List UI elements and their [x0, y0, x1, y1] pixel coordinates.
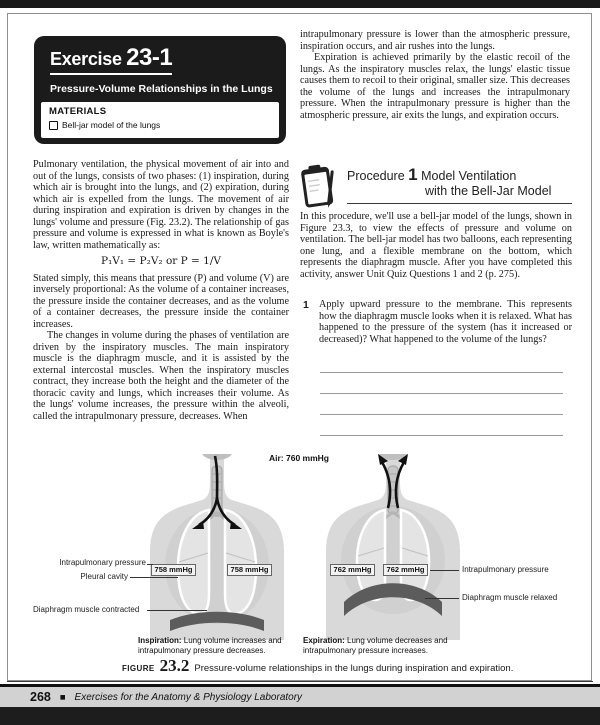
procedure-heading-rule	[347, 203, 572, 204]
leader-line	[430, 570, 459, 571]
footer-book-title: Exercises for the Anatomy & Physiology Laboratory	[74, 691, 303, 703]
pressure-value-box: 758 mmHg	[227, 564, 272, 576]
air-pressure-label: Air: 760 mmHg	[269, 453, 329, 463]
footer-bullet-icon: ■	[59, 693, 66, 701]
exercise-label: Exercise	[50, 49, 122, 69]
expiration-torso-illustration	[318, 450, 468, 640]
pressure-value-box: 762 mmHg	[383, 564, 428, 576]
body-paragraph: intrapulmonary pressure is lower than the atmospheric pressure, inspiration occurs, and air rushes into the lungs.	[300, 29, 570, 52]
exercise-title	[50, 44, 172, 75]
body-paragraph: The changes in volume during the phases of ventilation are driven by the inspiratory muscles. The main inspiratory muscle is the diaphragm muscle, and it is assisted by the external intercostal muscles. When the inspiratory muscles contract, they increase both the height and the diameter of the thoracic cavity and lungs, which increases their volume. As the lungs' volume increases, the pressure within the alveoli, called the intrapulmonary pressure, decreases. When	[33, 330, 289, 422]
answer-line	[320, 372, 563, 373]
procedure-title-line1: Model Ventilation	[421, 169, 517, 183]
answer-line	[320, 414, 563, 415]
page-number: 268	[30, 690, 51, 704]
label-diaphragm-relaxed: Diaphragm muscle relaxed	[462, 593, 558, 602]
exercise-header-box	[34, 36, 286, 144]
step-number: 1	[303, 299, 309, 311]
exercise-subtitle: Pressure-Volume Relationships in the Lungs	[50, 83, 273, 95]
caption-text: Lung volume decreases and intrapulmonary pressure increases.	[303, 636, 448, 655]
answer-line	[320, 393, 563, 394]
label-intrapulmonary-pressure: Intrapulmonary pressure	[59, 558, 146, 567]
procedure-number: 1	[408, 165, 418, 184]
clipboard-pencil-icon	[296, 161, 340, 216]
exercise-number: 23-1	[126, 44, 173, 71]
materials-box	[41, 102, 279, 138]
body-paragraph: Pulmonary ventilation, the physical movement of air into and out of the lungs, consists of two phases: (1) inspiration, during which air is brought into the lungs, and (2) expiration, during which air is expelled from the lungs. The movement of air during inspiration and expiration is driven by changes in the lungs' volume and pressure (Fig. 23.2). The relationship of gas pressure and volume is expressed in what is known as Boyle's law, written mathematically as:	[33, 159, 289, 251]
pressure-value-box: 762 mmHg	[330, 564, 375, 576]
figure-caption	[122, 656, 513, 676]
step-text: Apply upward pressure to the membrane. This represents how the diaphragm muscle looks when it is relaxed. What has happened to the pressure of the system (has it increased or decreased)? What happened to the volume of the lungs?	[319, 299, 572, 345]
caption-lead: Expiration:	[303, 636, 345, 645]
procedure-heading	[347, 167, 573, 199]
label-pleural-cavity: Pleural cavity	[80, 572, 128, 581]
leader-line	[130, 577, 178, 578]
left-text-column	[33, 159, 289, 422]
page-bottom-edge-bar	[0, 707, 600, 725]
leader-line	[425, 598, 459, 599]
inspiration-torso-illustration	[142, 450, 292, 640]
materials-list-item	[49, 120, 271, 130]
materials-heading: MATERIALS	[49, 106, 107, 117]
materials-item-label: Bell-jar model of the lungs	[62, 120, 161, 130]
figure-caption-label: FIGURE	[122, 664, 155, 673]
caption-lead: Inspiration:	[138, 636, 182, 645]
right-text-column	[300, 29, 570, 121]
figure-caption-number: 23.2	[159, 656, 190, 675]
procedure-heading-line1	[347, 167, 573, 184]
footer-rule-thin	[7, 681, 593, 682]
procedure-title-line2: with the Bell-Jar Model	[425, 184, 552, 198]
leader-line	[147, 564, 153, 565]
procedure-intro-paragraph: In this procedure, we'll use a bell-jar model of the lungs, shown in Figure 23.3, to view the effects of pressure and volume on ventilation. The bell-jar model has two balloons, each representing one lung, and a flexible membrane on the bottom, which represents the diaphragm muscle. After you have completed this activity, answer Unit Quiz Questions 1 and 2 (p. 275).	[300, 211, 572, 280]
answer-line	[320, 435, 563, 436]
expiration-caption	[303, 636, 458, 656]
caption-text: Lung volume increases and intrapulmonary pressure decreases.	[138, 636, 282, 655]
boyles-law-equation: P₁V₁ = P₂V₂ or P = 1/V	[101, 255, 221, 267]
inspiration-caption	[138, 636, 293, 656]
checkbox-icon	[49, 121, 58, 130]
procedure-label: Procedure	[347, 169, 405, 183]
page-top-edge-bar	[0, 0, 600, 8]
footer-band	[0, 687, 600, 707]
label-intrapulmonary-pressure: Intrapulmonary pressure	[462, 565, 549, 574]
leader-line	[147, 610, 207, 611]
procedure-step-1	[303, 299, 572, 345]
body-paragraph: Stated simply, this means that pressure (P) and volume (V) are inversely proportional: As the volume of a container increases, the pressure inside the container decreases, and as the volume of a container decreases, the pressure inside the container increases.	[33, 272, 289, 330]
body-paragraph: Expiration is achieved primarily by the elastic recoil of the lungs. As the inspiratory muscles relax, the lungs' elastic tissue causes them to recoil to their original, smaller size. This decreases the volume of the lungs and increases the intrapulmonary pressure. When the intrapulmonary pressure is higher than the atmospheric pressure, air exits the lungs, and expiration occurs.	[300, 52, 570, 121]
figure-caption-text: Pressure-volume relationships in the lungs during inspiration and expiration.	[194, 663, 514, 674]
label-diaphragm-contracted: Diaphragm muscle contracted	[33, 605, 140, 614]
pressure-value-box: 758 mmHg	[151, 564, 196, 576]
